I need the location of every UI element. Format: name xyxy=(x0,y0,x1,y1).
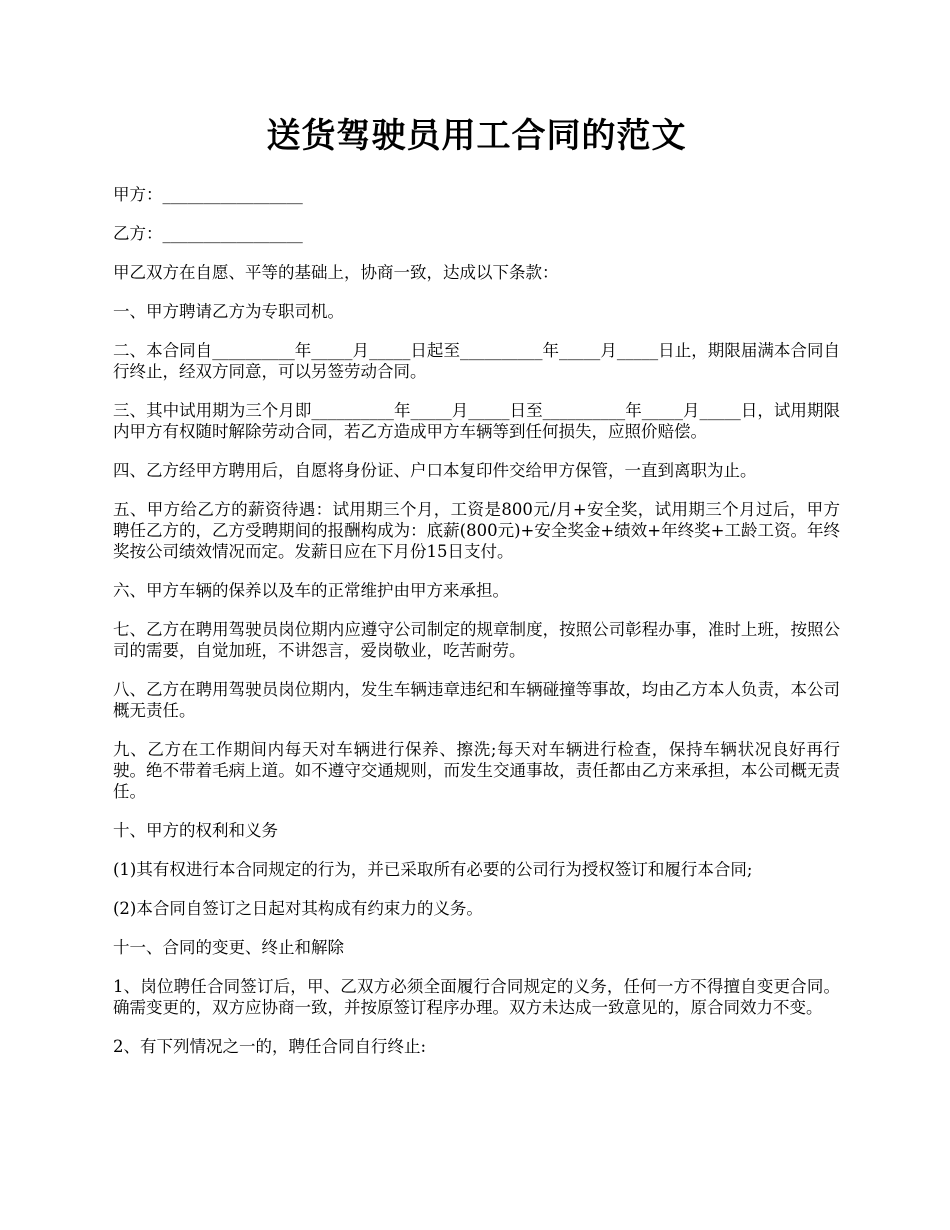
preamble: 甲乙双方在自愿、平等的基础上，协商一致，达成以下条款： xyxy=(113,263,559,282)
clause-11-item-1: 1、岗位聘任合同签订后，甲、乙双方必须全面履行合同规定的义务，任何一方不得擅自变更合同。确需变更的，双方应协商一致，并按原签订程序办理。双方未达成一致意见的，原合同效力不变。 xyxy=(113,977,840,1017)
clause-2: 二、本合同自__________年_____月_____日起至__________年_____月_____日止，期限届满本合同自行终止，经双方同意，可以另签劳动合同。 xyxy=(113,341,840,381)
clause-6: 六、甲方车辆的保养以及车的正常维护由甲方来承担。 xyxy=(113,581,509,600)
clause-3: 三、其中试用期为三个月即__________年_____月_____日至__________年_____月_____日，试用期限内甲方有权随时解除劳动合同，若乙方造成甲方车辆等到任何损失，应照价赔偿。 xyxy=(113,401,841,441)
clause-10-item-2: (2)本合同自签订之日起对其构成有约束力的义务。 xyxy=(113,899,483,918)
party-a-line: 甲方：_________________ xyxy=(113,185,303,204)
clause-10-item-1: (1)其有权进行本合同规定的行为，并已采取所有必要的公司行为授权签订和履行本合同; xyxy=(113,860,753,879)
clause-8: 八、乙方在聘用驾驶员岗位期内，发生车辆违章违纪和车辆碰撞等事故，均由乙方本人负责，本公司概无责任。 xyxy=(113,680,840,720)
party-b-line: 乙方：_________________ xyxy=(113,224,303,243)
clause-11-heading: 十一、合同的变更、终止和解除 xyxy=(113,938,344,957)
clause-1: 一、甲方聘请乙方为专职司机。 xyxy=(113,302,344,321)
clause-11-item-2: 2、有下列情况之一的，聘任合同自行终止: xyxy=(113,1037,427,1056)
clause-7: 七、乙方在聘用驾驶员岗位期内应遵守公司制定的规章制度，按照公司彰程办事，准时上班，按照公司的需要，自觉加班，不讲怨言，爱岗敬业，吃苦耐劳。 xyxy=(113,620,840,660)
clause-4: 四、乙方经甲方聘用后，自愿将身份证、户口本复印件交给甲方保管，一直到离职为止。 xyxy=(113,461,757,480)
clause-5: 五、甲方给乙方的薪资待遇：试用期三个月，工资是800元/月+安全奖，试用期三个月过后，甲方聘任乙方的，乙方受聘期间的报酬构成为：底薪(800元)+安全奖金+绩效+年终奖+工龄工资。年终奖按公司绩效情况而定。发薪日应在下月份15日支付。 xyxy=(113,500,840,561)
clause-9: 九、乙方在工作期间内每天对车辆进行保养、擦洗;每天对车辆进行检查，保持车辆状况良好再行驶。绝不带着毛病上道。如不遵守交通规则，而发生交通事故，责任都由乙方来承担，本公司概无责任。 xyxy=(113,740,840,801)
clause-10-heading: 十、甲方的权利和义务 xyxy=(113,821,278,840)
document-title: 送货驾驶员用工合同的范文 xyxy=(266,116,687,156)
